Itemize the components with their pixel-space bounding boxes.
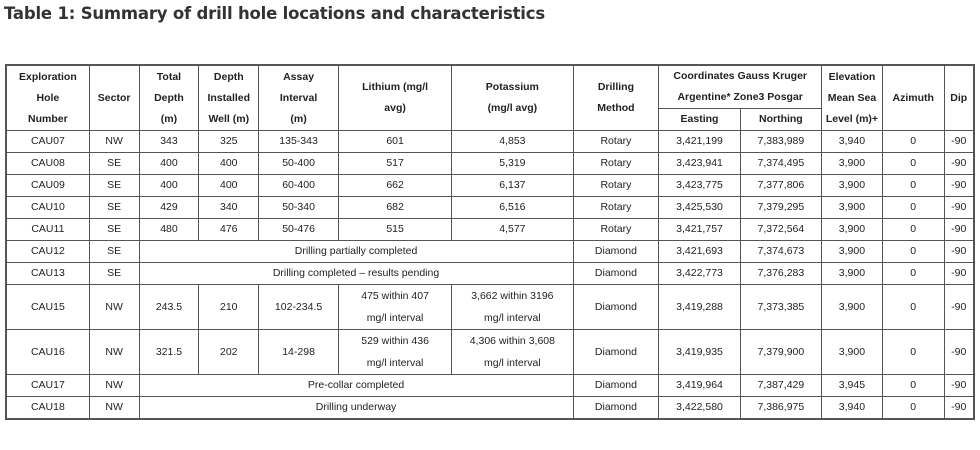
cell-method: Diamond xyxy=(573,241,659,263)
header-northing: Northing xyxy=(740,109,821,131)
cell-li: 682 xyxy=(339,197,452,219)
cell-e: 3,419,964 xyxy=(659,375,740,397)
cell-n: 7,372,564 xyxy=(740,219,821,241)
cell-az: 0 xyxy=(882,397,944,420)
cell-elev: 3,945 xyxy=(822,375,883,397)
cell-e: 3,422,773 xyxy=(659,263,740,285)
cell-az: 0 xyxy=(882,175,944,197)
cell-total: 400 xyxy=(139,175,199,197)
cell-method: Rotary xyxy=(573,197,659,219)
table-row xyxy=(6,375,974,397)
cell-az: 0 xyxy=(882,197,944,219)
cell-method: Rotary xyxy=(573,219,659,241)
cell-li: 515 xyxy=(339,219,452,241)
header-azimuth: Azimuth xyxy=(882,65,944,131)
cell-well: 210 xyxy=(199,285,259,330)
cell-e: 3,423,775 xyxy=(659,175,740,197)
cell-total: 343 xyxy=(139,131,199,153)
cell-sector: NW xyxy=(89,131,139,153)
table-row xyxy=(6,197,974,219)
cell-elev: 3,900 xyxy=(822,285,883,330)
cell-dip: -90 xyxy=(944,241,974,263)
header-total-depth: Total Depth (m) xyxy=(139,65,199,131)
cell-sector: NW xyxy=(89,375,139,397)
header-coordinates: Coordinates Gauss Kruger Argentine* Zone3 Posgar xyxy=(659,65,822,109)
cell-k: 4,306 within 3,608 mg/l interval xyxy=(452,330,573,375)
cell-az: 0 xyxy=(882,219,944,241)
cell-dip: -90 xyxy=(944,153,974,175)
table-title: Table 1: Summary of drill hole locations and characteristics xyxy=(4,4,545,23)
cell-e: 3,421,199 xyxy=(659,131,740,153)
cell-assay: 102-234.5 xyxy=(259,285,339,330)
cell-sector: SE xyxy=(89,197,139,219)
cell-sector: NW xyxy=(89,397,139,420)
cell-az: 0 xyxy=(882,241,944,263)
table-row xyxy=(6,175,974,197)
cell-method: Diamond xyxy=(573,330,659,375)
cell-li: 517 xyxy=(339,153,452,175)
cell-hole: CAU11 xyxy=(6,219,89,241)
cell-e: 3,421,693 xyxy=(659,241,740,263)
cell-elev: 3,940 xyxy=(822,397,883,420)
cell-dip: -90 xyxy=(944,131,974,153)
cell-method: Rotary xyxy=(573,131,659,153)
cell-hole: CAU10 xyxy=(6,197,89,219)
cell-dip: -90 xyxy=(944,219,974,241)
cell-dip: -90 xyxy=(944,375,974,397)
cell-e: 3,422,580 xyxy=(659,397,740,420)
table-row xyxy=(6,330,974,375)
cell-total: 400 xyxy=(139,153,199,175)
cell-e: 3,419,288 xyxy=(659,285,740,330)
cell-hole: CAU12 xyxy=(6,241,89,263)
cell-az: 0 xyxy=(882,330,944,375)
cell-hole: CAU09 xyxy=(6,175,89,197)
cell-k: 6,516 xyxy=(452,197,573,219)
cell-assay: 50-476 xyxy=(259,219,339,241)
cell-elev: 3,900 xyxy=(822,330,883,375)
header-sector: Sector xyxy=(89,65,139,131)
cell-n: 7,379,295 xyxy=(740,197,821,219)
cell-elev: 3,940 xyxy=(822,131,883,153)
cell-total: 321.5 xyxy=(139,330,199,375)
table-row xyxy=(6,397,974,420)
cell-elev: 3,900 xyxy=(822,197,883,219)
cell-method: Diamond xyxy=(573,375,659,397)
cell-hole: CAU16 xyxy=(6,330,89,375)
table-row xyxy=(6,153,974,175)
cell-e: 3,419,935 xyxy=(659,330,740,375)
cell-n: 7,374,495 xyxy=(740,153,821,175)
cell-total: 480 xyxy=(139,219,199,241)
header-dip: Dip xyxy=(944,65,974,131)
cell-hole: CAU15 xyxy=(6,285,89,330)
cell-sector: SE xyxy=(89,219,139,241)
header-depth-well: Depth Installed Well (m) xyxy=(199,65,259,131)
cell-total: 243.5 xyxy=(139,285,199,330)
cell-e: 3,421,757 xyxy=(659,219,740,241)
cell-li: 662 xyxy=(339,175,452,197)
cell-dip: -90 xyxy=(944,175,974,197)
cell-k: 5,319 xyxy=(452,153,573,175)
cell-az: 0 xyxy=(882,131,944,153)
cell-n: 7,387,429 xyxy=(740,375,821,397)
cell-n: 7,376,283 xyxy=(740,263,821,285)
cell-az: 0 xyxy=(882,375,944,397)
header-easting: Easting xyxy=(659,109,740,131)
cell-hole: CAU07 xyxy=(6,131,89,153)
cell-az: 0 xyxy=(882,153,944,175)
cell-dip: -90 xyxy=(944,197,974,219)
cell-dip: -90 xyxy=(944,330,974,375)
header-method: Drilling Method xyxy=(573,65,659,131)
cell-e: 3,423,941 xyxy=(659,153,740,175)
cell-li: 475 within 407 mg/l interval xyxy=(339,285,452,330)
cell-dip: -90 xyxy=(944,397,974,420)
cell-method: Rotary xyxy=(573,175,659,197)
cell-li: 601 xyxy=(339,131,452,153)
cell-well: 340 xyxy=(199,197,259,219)
cell-k: 3,662 within 3196 mg/l interval xyxy=(452,285,573,330)
cell-sector: SE xyxy=(89,153,139,175)
drill-hole-table xyxy=(5,64,975,420)
cell-elev: 3,900 xyxy=(822,241,883,263)
cell-n: 7,379,900 xyxy=(740,330,821,375)
header-assay: Assay Interval (m) xyxy=(259,65,339,131)
cell-dip: -90 xyxy=(944,285,974,330)
cell-elev: 3,900 xyxy=(822,175,883,197)
cell-li: 529 within 436 mg/l interval xyxy=(339,330,452,375)
cell-span: Drilling completed – results pending xyxy=(139,263,573,285)
cell-hole: CAU13 xyxy=(6,263,89,285)
cell-method: Diamond xyxy=(573,397,659,420)
cell-n: 7,373,385 xyxy=(740,285,821,330)
table-row xyxy=(6,131,974,153)
cell-n: 7,374,673 xyxy=(740,241,821,263)
cell-k: 4,853 xyxy=(452,131,573,153)
cell-k: 4,577 xyxy=(452,219,573,241)
cell-dip: -90 xyxy=(944,263,974,285)
cell-assay: 50-400 xyxy=(259,153,339,175)
cell-span: Pre-collar completed xyxy=(139,375,573,397)
cell-az: 0 xyxy=(882,285,944,330)
cell-n: 7,383,989 xyxy=(740,131,821,153)
cell-sector: SE xyxy=(89,263,139,285)
cell-method: Diamond xyxy=(573,285,659,330)
cell-az: 0 xyxy=(882,263,944,285)
header-potassium: Potassium (mg/l avg) xyxy=(452,65,573,131)
header-hole: Exploration Hole Number xyxy=(6,65,89,131)
cell-sector: SE xyxy=(89,241,139,263)
cell-n: 7,377,806 xyxy=(740,175,821,197)
cell-span: Drilling underway xyxy=(139,397,573,420)
cell-n: 7,386,975 xyxy=(740,397,821,420)
cell-span: Drilling partially completed xyxy=(139,241,573,263)
table-row xyxy=(6,263,974,285)
cell-sector: NW xyxy=(89,285,139,330)
cell-well: 476 xyxy=(199,219,259,241)
cell-hole: CAU08 xyxy=(6,153,89,175)
header-elevation: Elevation Mean Sea Level (m)+ xyxy=(822,65,883,131)
cell-assay: 14-298 xyxy=(259,330,339,375)
cell-assay: 135-343 xyxy=(259,131,339,153)
cell-well: 400 xyxy=(199,175,259,197)
cell-elev: 3,900 xyxy=(822,219,883,241)
cell-hole: CAU17 xyxy=(6,375,89,397)
cell-k: 6,137 xyxy=(452,175,573,197)
header-lithium: Lithium (mg/l avg) xyxy=(339,65,452,131)
cell-total: 429 xyxy=(139,197,199,219)
cell-well: 400 xyxy=(199,153,259,175)
table-row xyxy=(6,219,974,241)
cell-hole: CAU18 xyxy=(6,397,89,420)
table-row xyxy=(6,241,974,263)
cell-assay: 60-400 xyxy=(259,175,339,197)
cell-method: Diamond xyxy=(573,263,659,285)
cell-method: Rotary xyxy=(573,153,659,175)
cell-well: 325 xyxy=(199,131,259,153)
cell-sector: SE xyxy=(89,175,139,197)
cell-e: 3,425,530 xyxy=(659,197,740,219)
cell-elev: 3,900 xyxy=(822,263,883,285)
cell-well: 202 xyxy=(199,330,259,375)
cell-assay: 50-340 xyxy=(259,197,339,219)
cell-sector: NW xyxy=(89,330,139,375)
cell-elev: 3,900 xyxy=(822,153,883,175)
table-row xyxy=(6,285,974,330)
